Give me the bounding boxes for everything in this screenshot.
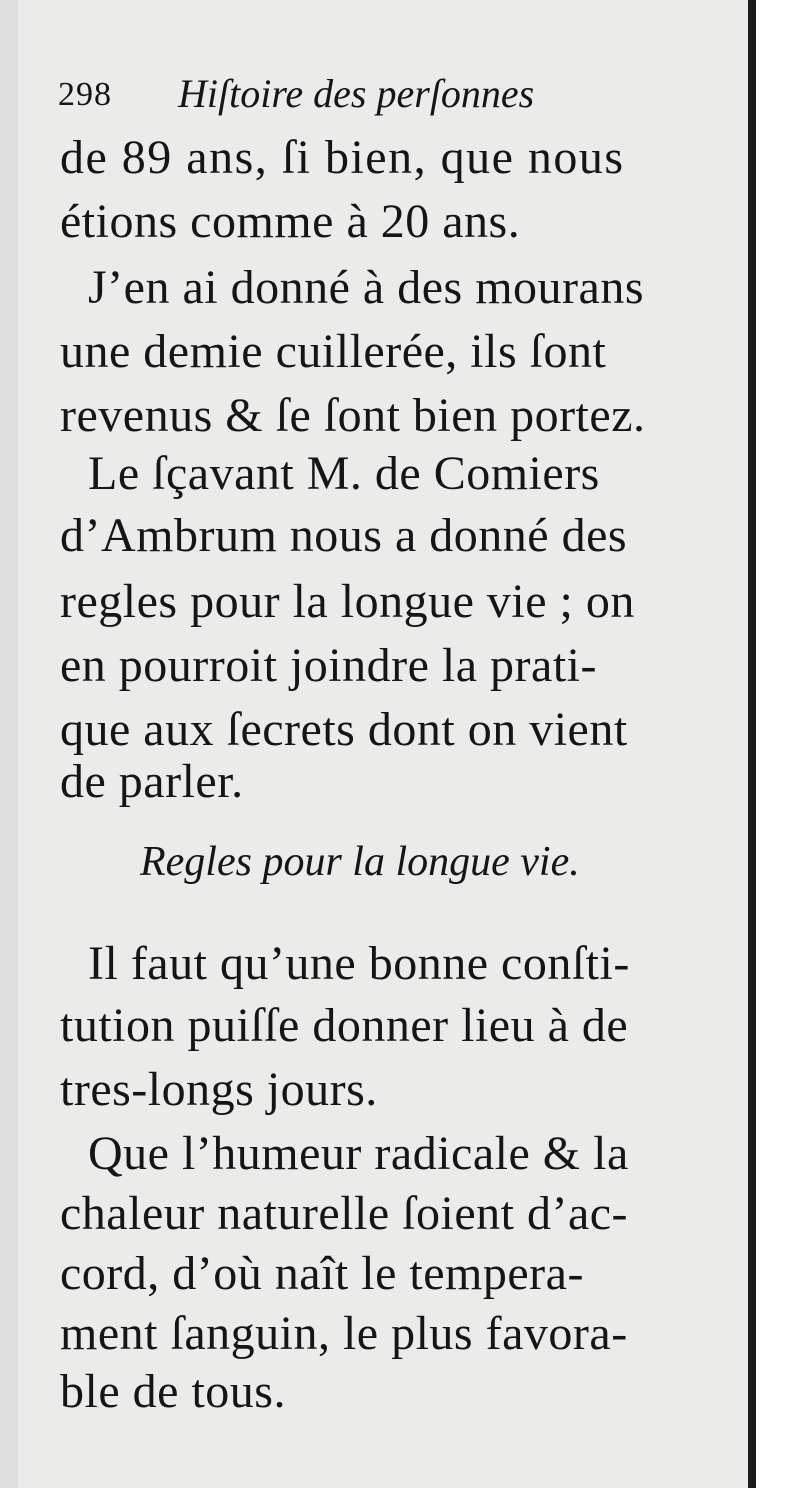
section-heading: Regles pour la longue vie.: [140, 839, 580, 885]
text-line: de 89 ans, ſi bien, que nous: [60, 131, 625, 184]
text-line: J’en ai donné à des mourans: [88, 261, 645, 314]
text-line: ment ſanguin, le plus favora-: [60, 1307, 628, 1360]
text-line: Il faut qu’une bonne conſti-: [88, 937, 630, 990]
text-line: chaleur naturelle ſoient d’ac-: [60, 1187, 629, 1240]
text-line: étions comme à 20 ans.: [60, 195, 521, 248]
text-line: ble de tous.: [60, 1365, 286, 1418]
scan-right-border: [756, 0, 800, 1502]
text-line: cord, d’où naît le tempera-: [60, 1247, 584, 1300]
running-header: [58, 66, 678, 130]
text-line: de parler.: [60, 755, 244, 808]
scan-bottom-border: [0, 1488, 800, 1502]
page-left-margin: [0, 0, 18, 1502]
text-line: regles pour la longue vie ; on: [60, 575, 635, 628]
text-line: Le ſçavant M. de Comiers: [88, 447, 600, 500]
text-line: revenus & ſe ſont bien portez.: [60, 389, 646, 442]
text-line: Que l’humeur radicale & la: [88, 1127, 629, 1180]
text-line: en pourroit joindre la prati-: [60, 639, 597, 692]
text-line: que aux ſecrets dont on vient: [60, 703, 628, 756]
text-line: tution puiſſe donner lieu à de: [60, 999, 629, 1052]
page-number: 298: [58, 76, 112, 113]
text-line: tres-longs jours.: [60, 1063, 378, 1116]
text-line: une demie cuillerée, ils ſont: [60, 325, 607, 378]
running-title: Hiſtoire des perſonnes: [178, 71, 535, 116]
text-line: d’Ambrum nous a donné des: [60, 509, 628, 562]
